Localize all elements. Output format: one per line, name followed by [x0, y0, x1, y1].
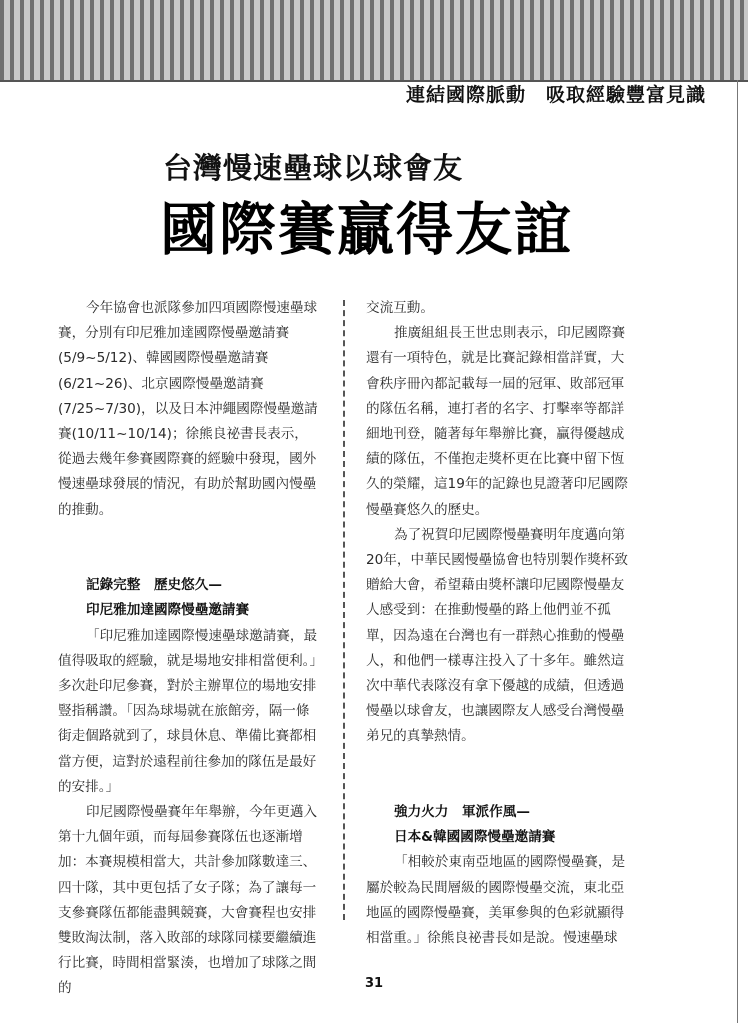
right-column [366, 296, 629, 951]
paragraph: 為了祝賀印尼國際慢壘賽明年度邁向第20年，中華民國慢壘協會也特別製作獎杯致贈給大會，希望藉由獎杯讓印尼國際慢壘友人感受到：在推動慢壘的路上他們並不孤單，因為遠在台灣也有一群熱心推動的慢壘人，和他們一樣專注投入了十多年。雖然這次中華代表隊沒有拿下優越的成績，但透過慢壘以球會友，也讓國際友人感受台灣慢壘弟兄的真摯熱情。 [366, 526, 628, 745]
section-heading: 強力火力 軍派作風— [394, 804, 530, 821]
right-margin-rule [737, 80, 738, 1023]
section-header [406, 80, 706, 107]
paragraph: 印尼國際慢壘賽年年舉辦，今年更邁入第十九個年頭，而每屆參賽隊伍也逐漸增加：本賽規模相當大，共計參加隊數達三、四十隊，其中更包括了女子隊；為了讓每一支參賽隊伍都能盡興競賽，大會賽程也安排雙敗淘汰制，落入敗部的球隊同樣要繼續進行比賽，時間相當緊湊，也增加了球隊之間的 [58, 804, 318, 997]
paragraph: 推廣組組長王世忠則表示，印尼國際賽還有一項特色，就是比賽記錄相當詳實，大會秩序冊內都記載每一屆的冠軍、敗部冠軍的隊伍名稱，連打者的名字、打擊率等都詳細地刊登，隨著每年舉辦比賽，贏得優越成績的隊伍，不僅抱走獎杯更在比賽中留下恆久的榮耀，這19年的記錄也見證著印尼國際慢壘賽悠久的歷史。 [366, 325, 628, 518]
section-header-part1: 連結國際脈動 [405, 84, 526, 106]
section-heading: 記錄完整 歷史悠久— [86, 577, 222, 594]
paragraph: 今年協會也派隊參加四項國際慢速壘球賽，分別有印尼雅加達國際慢壘邀請賽(5/9~5/12)、韓國國際慢壘邀請賽(6/21~26)、北京國際慢壘邀請賽(7/25~7/30)，以及日本沖繩國際慢壘邀請賽(10/11~10/14)；徐熊良祕書長表示，從過去幾年參賽國際賽的經驗中發現，國外慢速壘球發展的情況，有助於幫助國內慢壘的推動。 [58, 300, 318, 518]
paragraph: 「印尼雅加達國際慢速壘球邀請賽，最值得吸取的經驗，就是場地安排相當便利。」多次赴印尼參賽，對於主辦單位的場地安排豎指稱讚。「因為球場就在旅館旁，隔一條街走個路就到了，球員休息、準備比賽都相當方便，這對於遠程前往參加的隊伍是最好的安排。」 [58, 627, 318, 795]
article-title: 國際賽贏得友誼 [160, 197, 573, 263]
left-column [58, 296, 321, 1002]
section-header-part2: 吸取經驗豐富見識 [545, 84, 706, 106]
paragraph: 交流互動。 [366, 300, 434, 316]
article-subtitle: 台灣慢速壘球以球會友 [163, 151, 464, 185]
header-stripe-band [0, 0, 748, 80]
section-heading: 印尼雅加達國際慢壘邀請賽 [86, 602, 250, 619]
paragraph: 「相較於東南亞地區的國際慢壘賽，是屬於較為民間層級的國際慢壘交流，東北亞地區的國際慢壘賽，美軍參與的色彩就顯得相當重。」徐熊良祕書長如是說。慢速壘球 [366, 854, 626, 947]
page-number: 31 [364, 976, 384, 991]
section-heading: 日本&韓國國際慢壘邀請賽 [394, 829, 556, 846]
column-separator [343, 300, 345, 920]
